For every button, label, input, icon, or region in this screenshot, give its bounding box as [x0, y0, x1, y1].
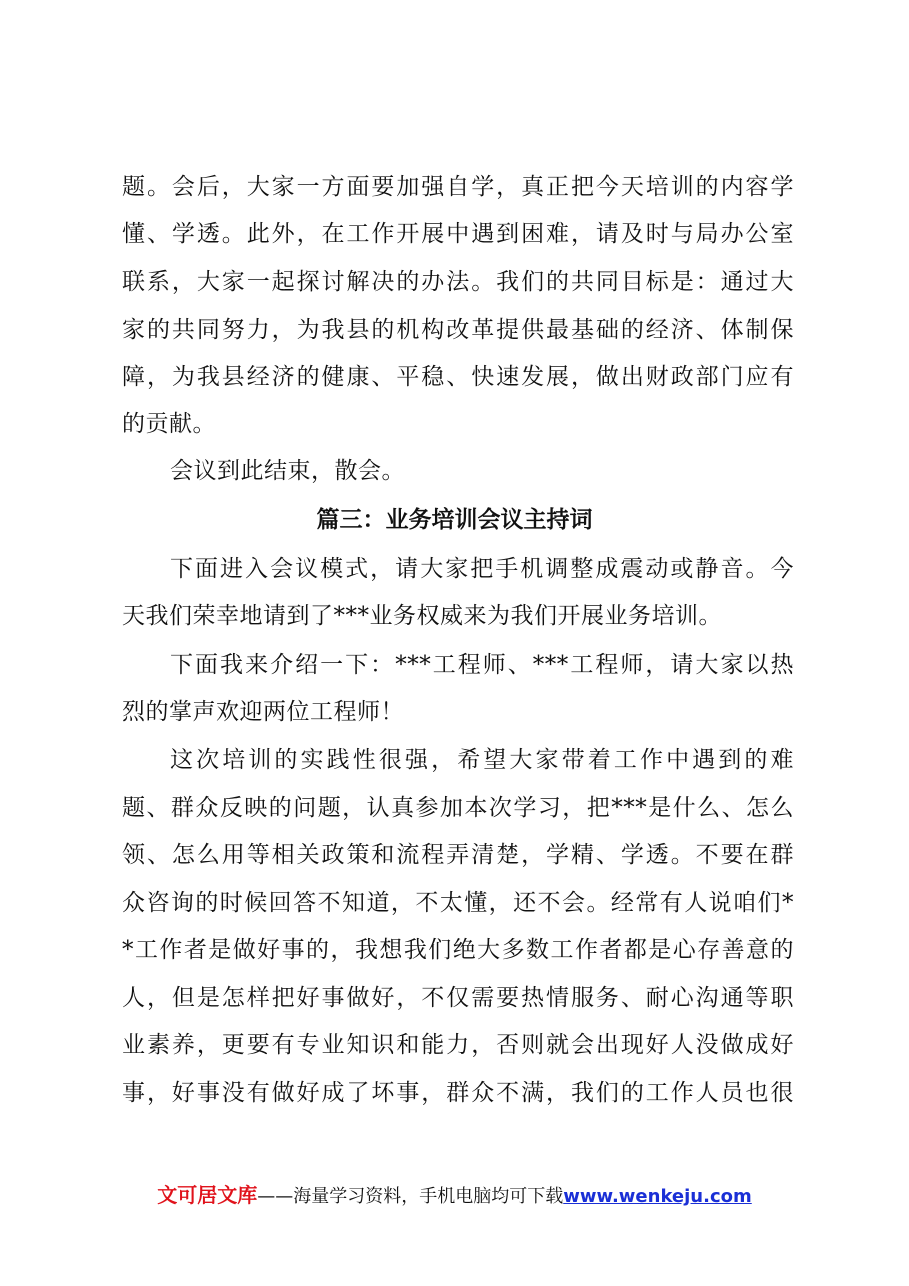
footer-site-link[interactable]: www.wenkeju.com [563, 1186, 752, 1207]
paragraph-line: 下面进入会议模式，请大家把手机调整成震动或静音。今 [170, 556, 794, 582]
paragraph-line: 人，但是怎样把好事做好，不仅需要热情服务、耐心沟通等职 [122, 985, 794, 1011]
paragraph-line: 题。会后，大家一方面要加强自学，真正把今天培训的内容学 [122, 174, 794, 200]
section-title: 篇三：业务培训会议主持词 [316, 507, 593, 533]
paragraph-line: 的贡献。 [122, 411, 216, 437]
paragraph-line: 家的共同努力，为我县的机构改革提供最基础的经济、体制保 [122, 317, 794, 343]
paragraph-line: 障，为我县经济的健康、平稳、快速发展，做出财政部门应有 [122, 364, 794, 390]
paragraph-line: 领、怎么用等相关政策和流程弄清楚，学精、学透。不要在群 [122, 842, 794, 868]
closing-line: 会议到此结束，散会。 [170, 458, 405, 484]
paragraph-line: 联系，大家一起探讨解决的办法。我们的共同目标是：通过大 [122, 269, 794, 295]
paragraph-line: 下面我来介绍一下：***工程师、***工程师，请大家以热 [170, 652, 794, 678]
paragraph-line: 烈的掌声欢迎两位工程师！ [122, 699, 404, 725]
footer-brand: 文可居文库 [157, 1183, 258, 1207]
paragraph-line: 题、群众反映的问题，认真参加本次学习，把***是什么、怎么 [122, 795, 794, 821]
footer-banner [0, 1182, 909, 1210]
paragraph-line: 这次培训的实践性很强，希望大家带着工作中遇到的难 [170, 747, 794, 773]
footer-slogan: ——海量学习资料，手机电脑均可下载 [257, 1186, 564, 1207]
paragraph-line: 业素养，更要有专业知识和能力，否则就会出现好人没做成好 [122, 1032, 794, 1058]
paragraph-line: 天我们荣幸地请到了***业务权威来为我们开展业务培训。 [122, 603, 722, 629]
paragraph-line: *工作者是做好事的，我想我们绝大多数工作者都是心存善意的 [122, 937, 794, 963]
paragraph-line: 懂、学透。此外，在工作开展中遇到困难，请及时与局办公室 [122, 221, 794, 247]
paragraph-line: 众咨询的时候回答不知道，不太懂，还不会。经常有人说咱们* [122, 890, 794, 916]
paragraph-line: 事，好事没有做好成了坏事，群众不满，我们的工作人员也很 [122, 1080, 794, 1106]
